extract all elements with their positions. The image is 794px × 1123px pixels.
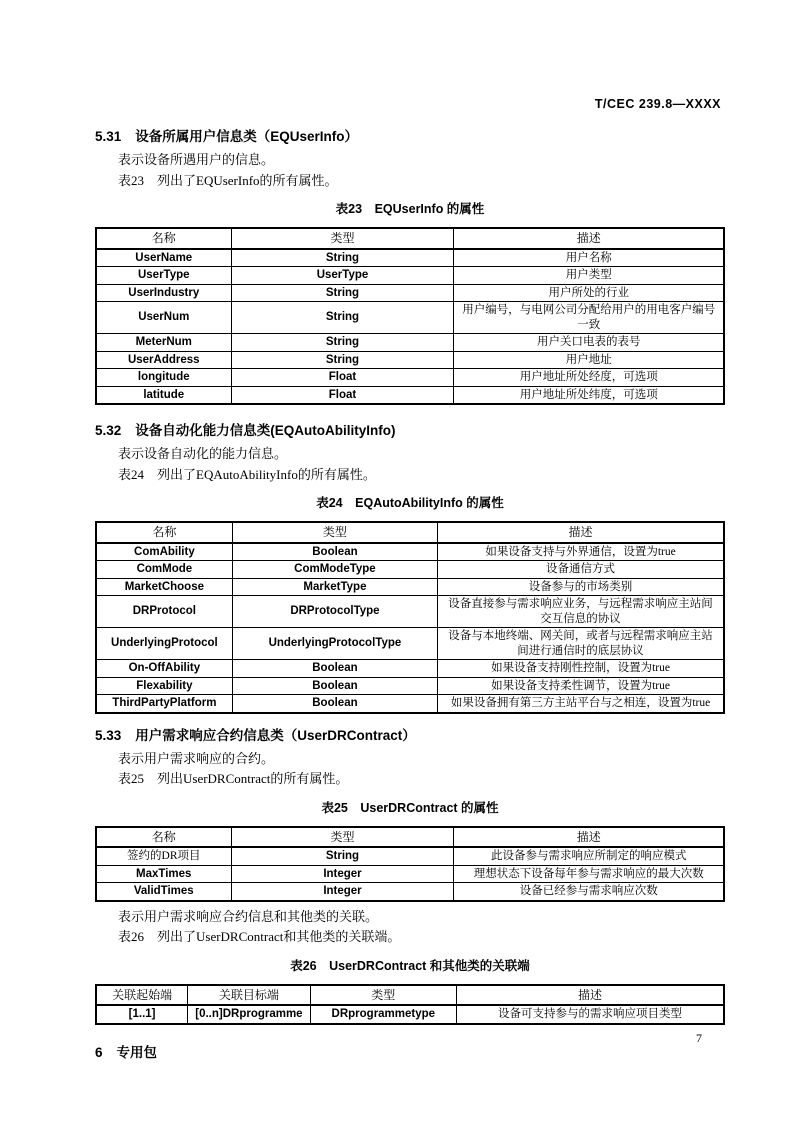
- table-row: [96, 561, 724, 579]
- section-title: 设备所属用户信息类（EQUserInfo）: [135, 129, 359, 144]
- table-header-row: [96, 522, 724, 543]
- attr-desc: 此设备参与需求响应所制定的响应模式: [454, 847, 724, 865]
- attr-name: MaxTimes: [96, 865, 231, 883]
- attr-desc: 用户关口电表的表号: [454, 334, 724, 352]
- attr-name: UnderlyingProtocol: [96, 628, 232, 660]
- document-number-header: T/CEC 239.8—XXXX: [594, 97, 721, 111]
- attr-name: UserName: [96, 249, 231, 267]
- attr-type: Boolean: [232, 660, 437, 678]
- section-title: 设备自动化能力信息类(EQAutoAbilityInfo): [135, 423, 396, 438]
- attr-desc: 设备与本地终端、网关间，或者与远程需求响应主站间进行通信时的底层协议: [438, 628, 724, 660]
- attr-type: String: [231, 334, 454, 352]
- table26-userdrcontract-associations: [95, 984, 725, 1025]
- column-header: 类型: [231, 827, 454, 848]
- attr-type: String: [231, 351, 454, 369]
- page-content: [95, 128, 725, 1061]
- attr-name: UserType: [96, 267, 231, 285]
- section-heading-5-32: [95, 422, 725, 439]
- attr-desc: 设备直接参与需求响应业务，与远程需求响应主站间交互信息的协议: [438, 596, 724, 628]
- assoc-desc: 设备可支持参与的需求响应项目类型: [456, 1005, 724, 1024]
- attr-name: UserNum: [96, 302, 231, 334]
- table23-caption: 表23 EQUserInfo 的属性: [335, 202, 485, 216]
- table-row: [96, 284, 724, 302]
- column-header: 类型: [310, 985, 456, 1006]
- attr-name: Flexability: [96, 677, 232, 695]
- attr-type: DRProtocolType: [232, 596, 437, 628]
- column-header: 名称: [96, 522, 232, 543]
- table-row: [96, 334, 724, 352]
- section-heading-5-33: [95, 727, 725, 744]
- attr-desc: 用户名称: [454, 249, 724, 267]
- attr-desc: 如果设备拥有第三方主站平台与之相连，设置为true: [438, 695, 724, 713]
- column-header: 描述: [438, 522, 724, 543]
- paragraph: 表26 列出了UserDRContract和其他类的关联端。: [118, 929, 401, 944]
- attr-type: UnderlyingProtocolType: [232, 628, 437, 660]
- attr-desc: 理想状态下设备每年参与需求响应的最大次数: [454, 865, 724, 883]
- attr-name: MeterNum: [96, 334, 231, 352]
- column-header: 描述: [456, 985, 724, 1006]
- attr-type: String: [231, 284, 454, 302]
- section-number: 5.32: [95, 423, 122, 438]
- table23-equserinfo-attributes: [95, 227, 725, 405]
- attr-name: ThirdPartyPlatform: [96, 695, 232, 713]
- table-row: [96, 883, 724, 901]
- paragraph: 表示设备所遇用户的信息。: [118, 152, 275, 167]
- attr-type: Boolean: [232, 695, 437, 713]
- attr-type: Float: [231, 369, 454, 387]
- attr-desc: 用户地址: [454, 351, 724, 369]
- table-row: [96, 302, 724, 334]
- attr-name: DRProtocol: [96, 596, 232, 628]
- section-number: 5.31: [95, 129, 122, 144]
- column-header: 关联起始端: [96, 985, 188, 1006]
- table25-userdrcontract-attributes: [95, 826, 725, 902]
- attr-name: 签约的DR项目: [96, 847, 231, 865]
- attr-name: ComAbility: [96, 543, 232, 561]
- table26-caption: 表26 UserDRContract 和其他类的关联端: [290, 958, 530, 973]
- attr-name: UserAddress: [96, 351, 231, 369]
- table-row: [96, 847, 724, 865]
- attr-name: MarketChoose: [96, 578, 232, 596]
- attr-type: MarketType: [232, 578, 437, 596]
- section-title: 专用包: [116, 1044, 158, 1060]
- attr-name: On-OffAbility: [96, 660, 232, 678]
- assoc-target: [0..n]DRprogramme: [188, 1005, 310, 1024]
- attr-name: latitude: [96, 386, 231, 404]
- attr-desc: 用户地址所处纬度，可选项: [454, 386, 724, 404]
- table-header-row: [96, 985, 724, 1006]
- attr-desc: 设备参与的市场类别: [438, 578, 724, 596]
- section-heading-6: [95, 1044, 725, 1061]
- attr-name: UserIndustry: [96, 284, 231, 302]
- table-row: [96, 628, 724, 660]
- column-header: 关联目标端: [188, 985, 310, 1006]
- attr-desc: 设备通信方式: [438, 561, 724, 579]
- table-header-row: [96, 827, 724, 848]
- section-title: 用户需求响应合约信息类（UserDRContract）: [135, 727, 416, 743]
- paragraph: 表24 列出了EQAutoAbilityInfo的所有属性。: [118, 466, 376, 482]
- table-row: [96, 386, 724, 404]
- attr-name: ComMode: [96, 561, 232, 579]
- attr-name: ValidTimes: [96, 883, 231, 901]
- table-row: [96, 1005, 724, 1024]
- section-number: 6: [95, 1044, 103, 1060]
- table-row: [96, 660, 724, 678]
- table-row: [96, 543, 724, 561]
- attr-desc: 用户类型: [454, 267, 724, 285]
- column-header: 名称: [96, 228, 231, 249]
- paragraph: 表示用户需求响应合约信息和其他类的关联。: [118, 908, 379, 924]
- paragraph: 表23 列出了EQUserInfo的所有属性。: [118, 172, 338, 188]
- table-row: [96, 695, 724, 713]
- section-number: 5.33: [95, 727, 122, 743]
- attr-type: Boolean: [232, 677, 437, 695]
- table-row: [96, 249, 724, 267]
- page-number: 7: [696, 1031, 702, 1045]
- attr-type: ComModeType: [232, 561, 437, 579]
- attr-desc: 设备已经参与需求响应次数: [454, 883, 724, 901]
- paragraph: 表示设备自动化的能力信息。: [118, 446, 288, 461]
- section-heading-5-31: [95, 128, 725, 145]
- column-header: 名称: [96, 827, 231, 848]
- assoc-start: [1..1]: [96, 1005, 188, 1024]
- table-row: [96, 596, 724, 628]
- attr-type: Boolean: [232, 543, 437, 561]
- table-row: [96, 578, 724, 596]
- attr-desc: 用户编号，与电网公司分配给用户的用电客户编号一致: [454, 302, 724, 334]
- column-header: 类型: [232, 522, 437, 543]
- attr-desc: 如果设备支持柔性调节，设置为true: [438, 677, 724, 695]
- attr-desc: 用户地址所处经度，可选项: [454, 369, 724, 387]
- attr-type: Integer: [231, 865, 454, 883]
- column-header: 类型: [231, 228, 454, 249]
- table24-eqautoabilityinfo-attributes: [95, 521, 725, 714]
- table-row: [96, 351, 724, 369]
- attr-type: String: [231, 847, 454, 865]
- table-header-row: [96, 228, 724, 249]
- attr-desc: 用户所处的行业: [454, 284, 724, 302]
- table-row: [96, 267, 724, 285]
- attr-type: UserType: [231, 267, 454, 285]
- attr-name: longitude: [96, 369, 231, 387]
- attr-type: String: [231, 302, 454, 334]
- paragraph: 表示用户需求响应的合约。: [118, 750, 275, 766]
- table25-caption: 表25 UserDRContract 的属性: [321, 800, 499, 815]
- assoc-type: DRprogrammetype: [310, 1005, 456, 1024]
- column-header: 描述: [454, 827, 724, 848]
- attr-type: String: [231, 249, 454, 267]
- table-row: [96, 865, 724, 883]
- attr-type: Integer: [231, 883, 454, 901]
- attr-desc: 如果设备支持刚性控制，设置为true: [438, 660, 724, 678]
- paragraph: 表25 列出UserDRContract的所有属性。: [118, 771, 349, 786]
- column-header: 描述: [454, 228, 724, 249]
- attr-desc: 如果设备支持与外界通信，设置为true: [438, 543, 724, 561]
- table-row: [96, 369, 724, 387]
- table24-caption: 表24 EQAutoAbilityInfo 的属性: [316, 496, 504, 510]
- attr-type: Float: [231, 386, 454, 404]
- table-row: [96, 677, 724, 695]
